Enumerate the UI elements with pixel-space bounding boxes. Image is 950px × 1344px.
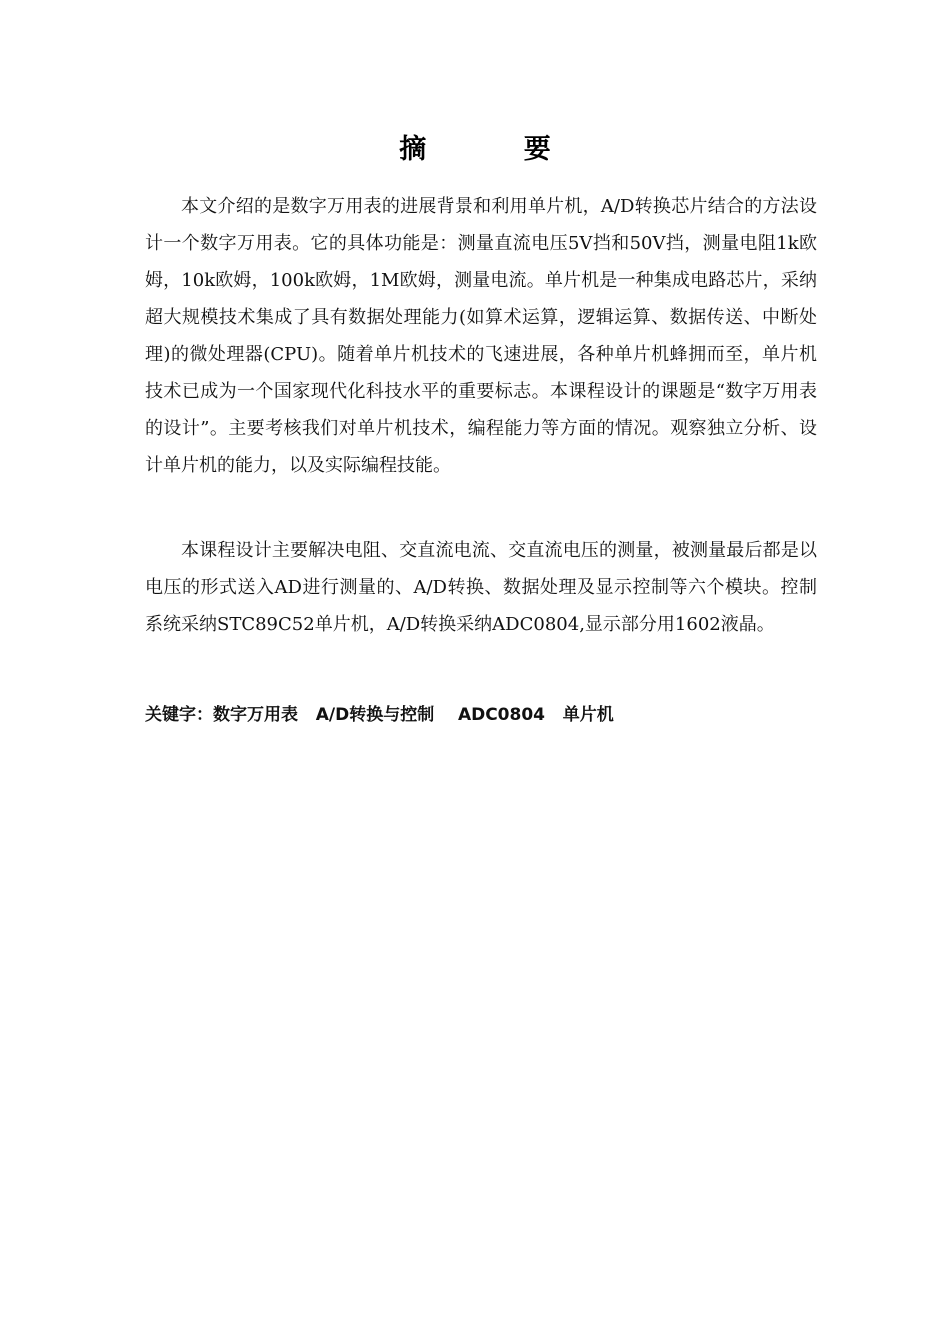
keywords-label: 关键字： <box>145 705 213 725</box>
keyword-2: A/D转换与控制 <box>315 705 435 725</box>
keyword-1: 数字万用表 <box>213 705 298 725</box>
abstract-paragraph-2: 本课程设计主要解决电阻、交直流电流、交直流电压的测量，被测量最后都是以电压的形式送入AD进行测量的、A/D转换、数据处理及显示控制等六个模块。控制系统采纳STC89C52单片机，A/D转换采纳ADC0804,显示部分用1602液晶。 <box>145 540 817 635</box>
keyword-3: ADC0804 <box>457 705 545 725</box>
keyword-4: 单片机 <box>562 705 614 725</box>
abstract-paragraph-1: 本文介绍的是数字万用表的进展背景和利用单片机，A/D转换芯片结合的方法设计一个数字万用表。它的具体功能是：测量直流电压5V挡和50V挡，测量电阻1k欧姆，10k欧姆，100k欧姆，1M欧姆，测量电流。单片机是一种集成电路芯片，采纳超大规模技术集成了具有数据处理能力(如算术运算，逻辑运算、数据传送、中断处理)的微处理器(CPU)。随着单片机技术的飞速进展，各种单片机蜂拥而至，单片机技术已成为一个国家现代化科技水平的重要标志。本课程设计的课题是“数字万用表的设计”。主要考核我们对单片机技术，编程能力等方面的情况。观察独立分析、设计单片机的能力，以及实际编程技能。 <box>145 196 817 476</box>
abstract-title: 摘 要 <box>399 134 595 165</box>
keywords-line <box>145 700 825 730</box>
